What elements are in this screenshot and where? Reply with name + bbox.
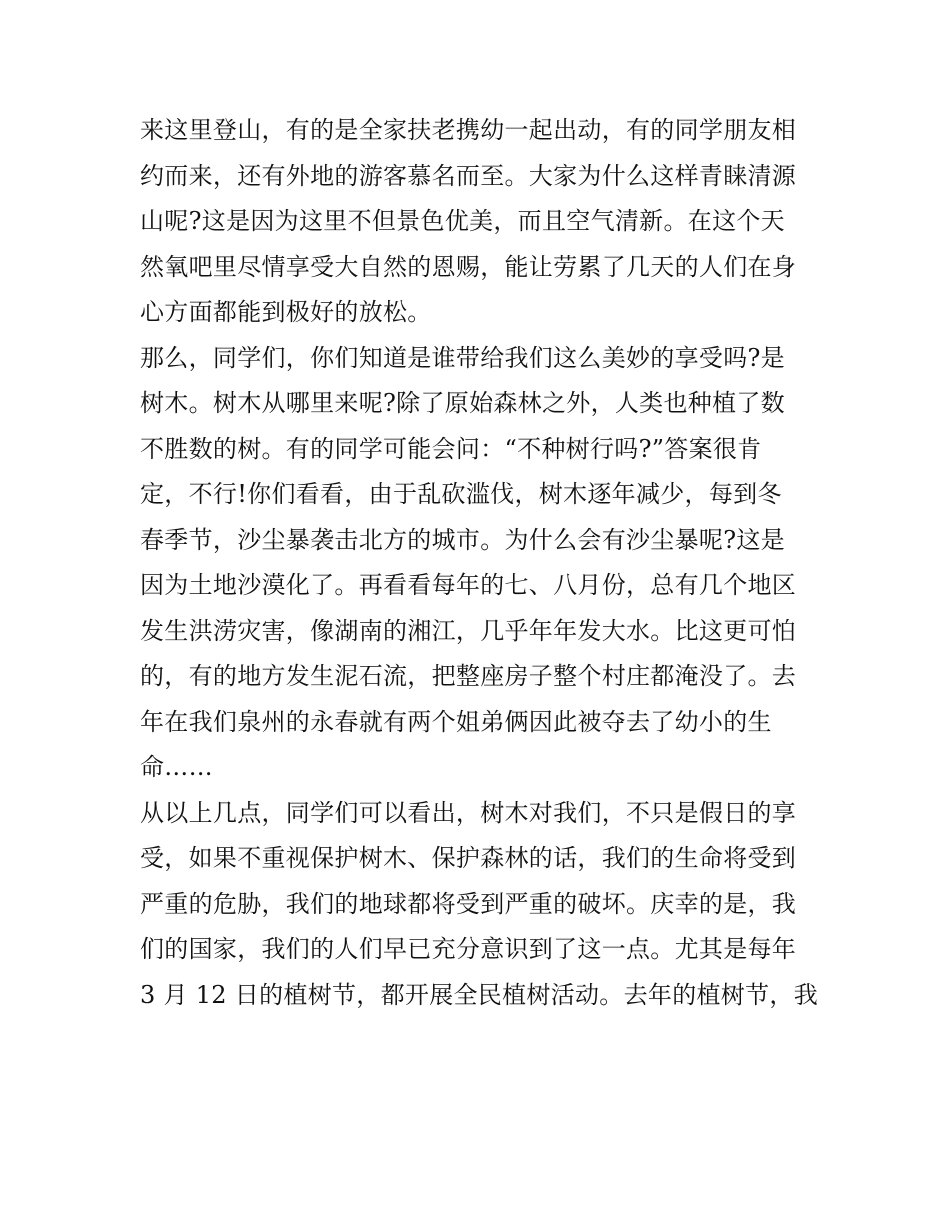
text-line: 那么，同学们，你们知道是谁带给我们这么美妙的享受吗?是 <box>140 343 785 372</box>
text-line: 年在我们泉州的永春就有两个姐弟俩因此被夺去了幼小的生 <box>140 707 772 736</box>
text-line: 受，如果不重视保护树木、保护森林的话，我们的生命将受到 <box>140 844 797 872</box>
text-line: 心方面都能到极好的放松。 <box>140 298 432 326</box>
text-line: 春季节，沙尘暴袭击北方的城市。为什么会有沙尘暴呢?这是 <box>140 525 785 554</box>
text-line: 定，不行!你们看看，由于乱砍滥伐，树木逐年减少，每到冬 <box>140 480 782 508</box>
text-line: 的，有的地方发生泥石流，把整座房子整个村庄都淹没了。去 <box>140 662 797 690</box>
text-line: 然氧吧里尽情享受大自然的恩赐，能让劳累了几天的人们在身 <box>140 252 797 281</box>
text-line: 严重的危胁，我们的地球都将受到严重的破坏。庆幸的是，我 <box>140 889 797 918</box>
text-line: 树木。树木从哪里来呢?除了原始森林之外，人类也种植了数 <box>140 389 785 417</box>
text-line: 来这里登山，有的是全家扶老携幼一起出动，有的同学朋友相 <box>140 116 797 144</box>
text-line: 命…… <box>140 753 213 781</box>
text-line: 们的国家，我们的人们早已充分意识到了这一点。尤其是每年 <box>140 935 797 963</box>
body-text <box>140 108 820 1018</box>
text-line: 约而来，还有外地的游客慕名而至。大家为什么这样青睐清源 <box>140 161 797 190</box>
text-line: 不胜数的树。有的同学可能会问：“不种树行吗?”答案很肯 <box>140 434 762 463</box>
text-line: 山呢?这是因为这里不但景色优美，而且空气清新。在这个天 <box>140 207 785 235</box>
text-line: 从以上几点，同学们可以看出，树木对我们，不只是假日的享 <box>140 798 797 827</box>
text-line: 因为土地沙漠化了。再看看每年的七、八月份，总有几个地区 <box>140 571 797 599</box>
text-line: 发生洪涝灾害，像湖南的湘江，几乎年年发大水。比这更可怕 <box>140 616 797 645</box>
text-line: 3 月 12 日的植树节，都开展全民植树活动。去年的植树节，我 <box>140 980 818 1009</box>
